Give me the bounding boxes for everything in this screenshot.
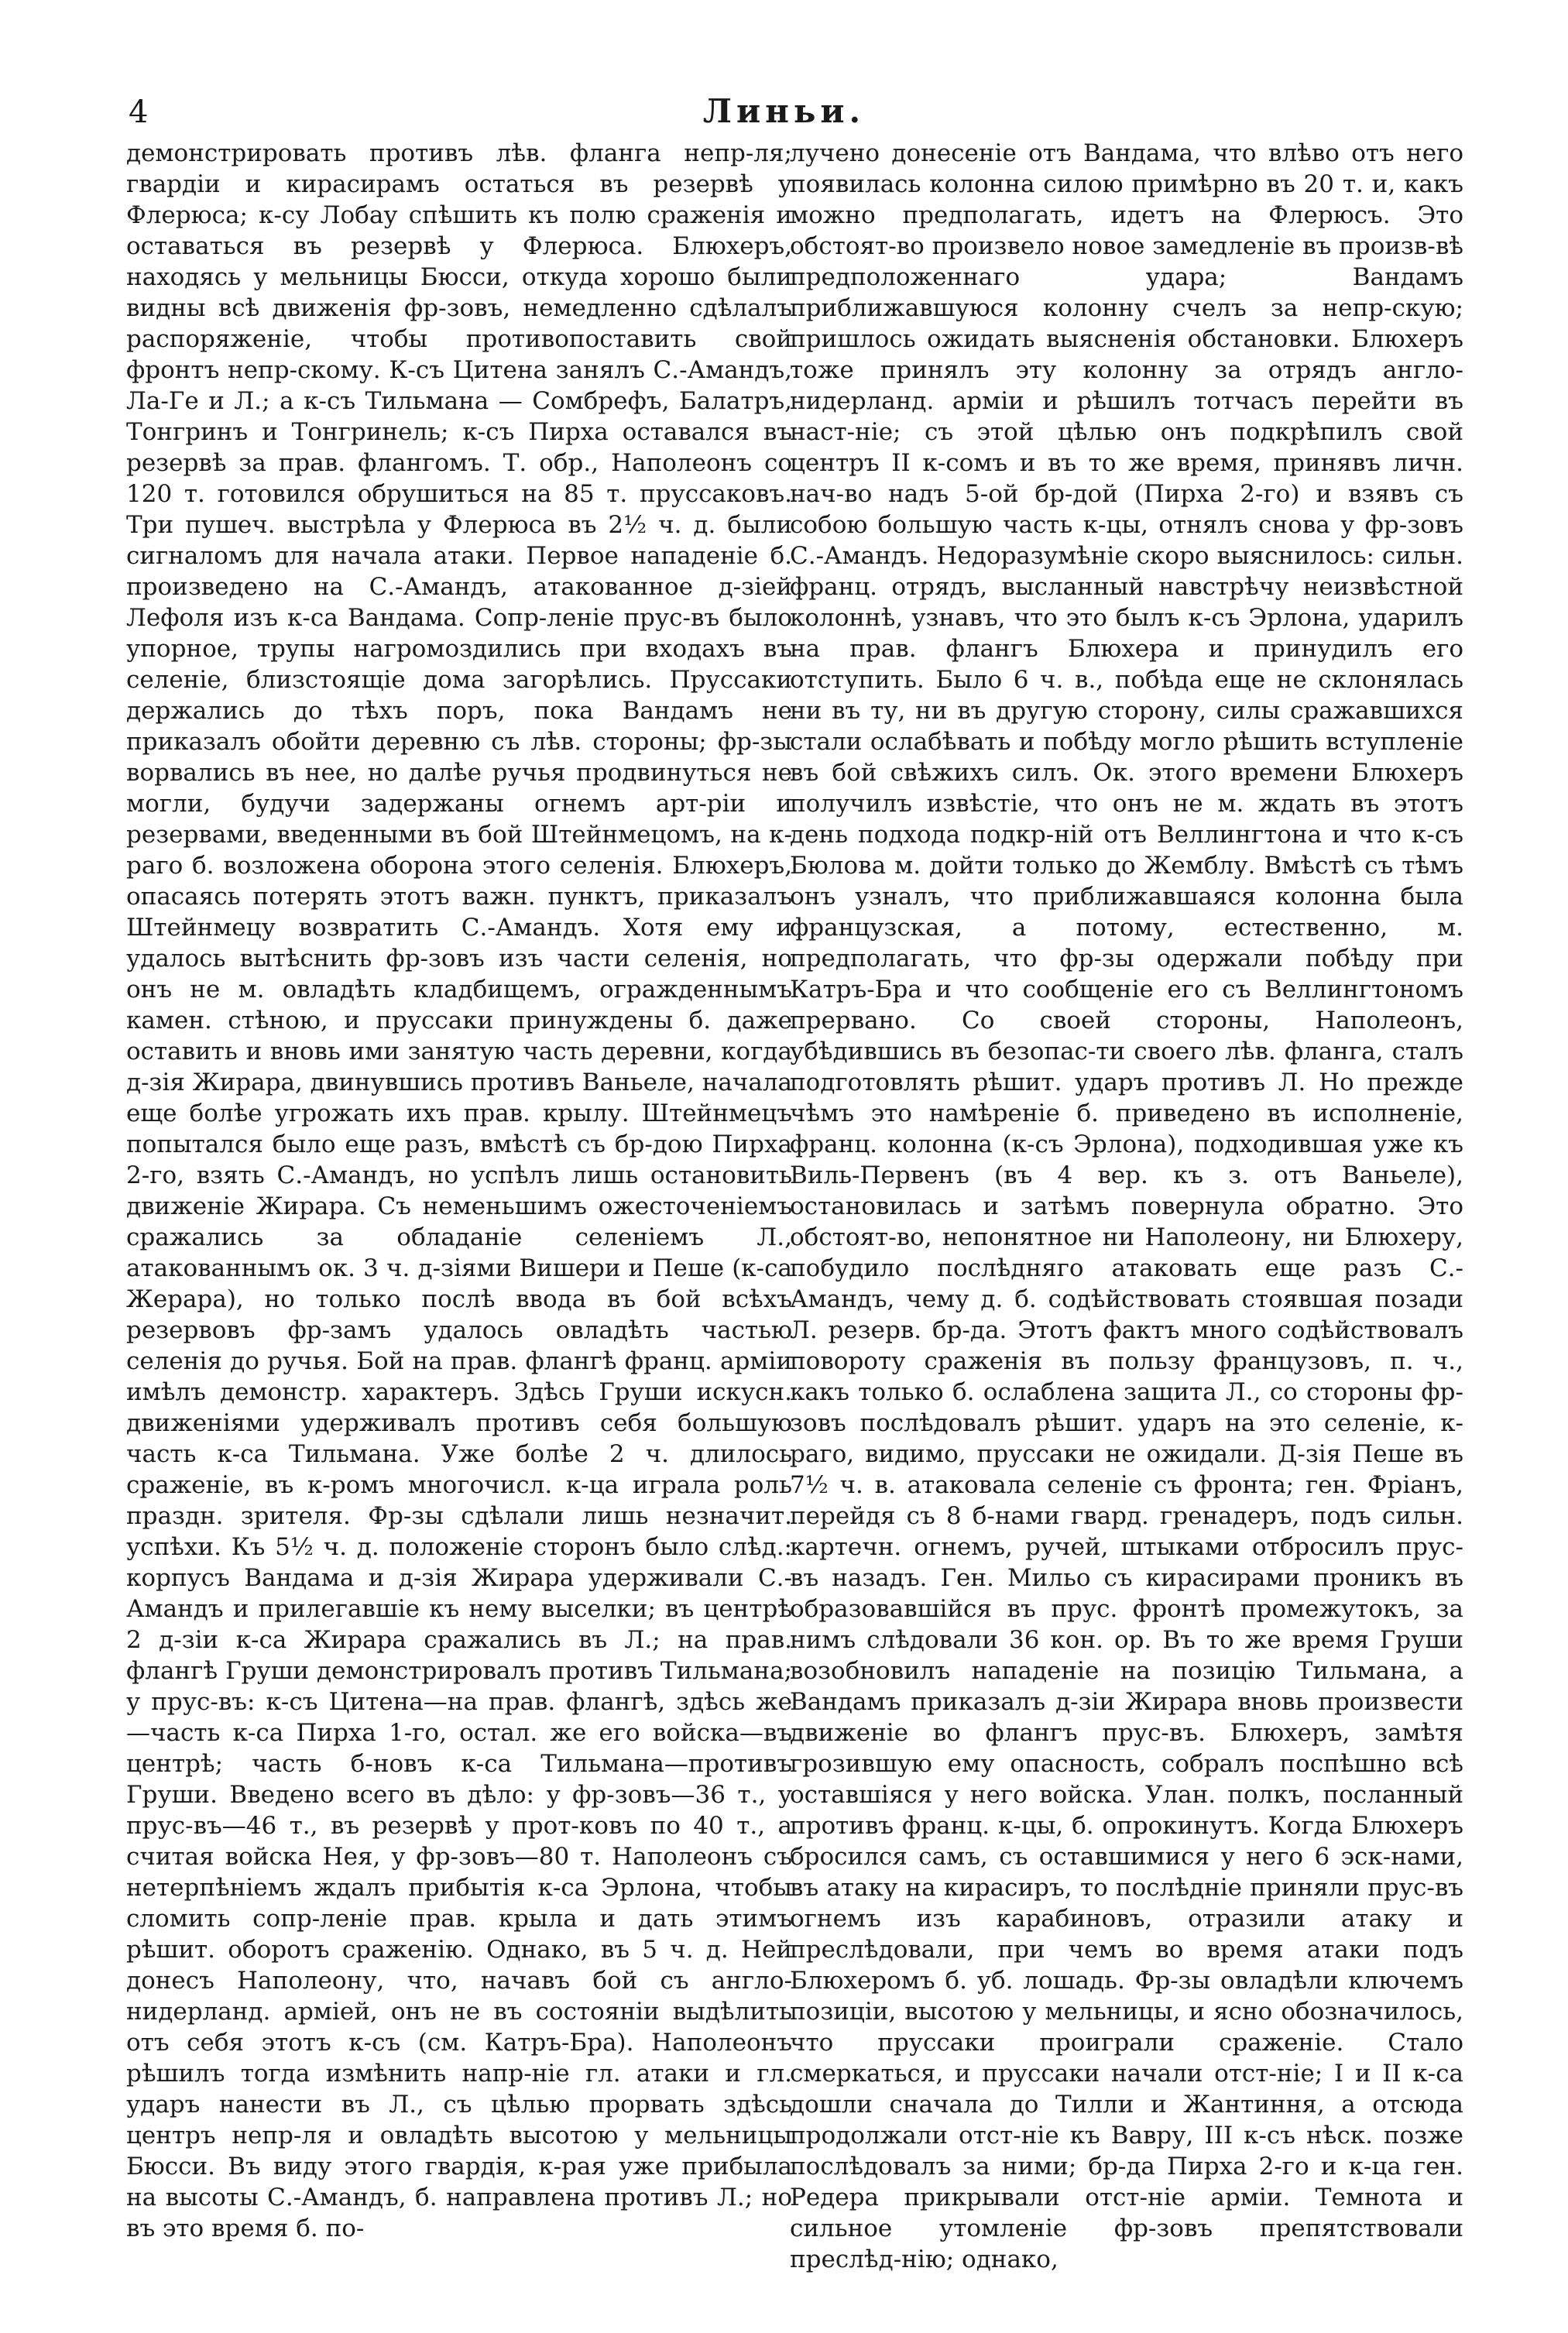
- page-number: 4: [129, 94, 149, 130]
- column-text: демонстрировать противъ лѣв. фланга непр-ля; гвардіи и кирасирамъ остаться въ резервѣ у Флерюса; к-су Лобау спѣшить къ полю сраженія и оставаться въ резервѣ у Флерюса. Блюхеръ, находясь у мельницы Бюсси, откуда хорошо были видны всѣ движенія фр-зовъ, немедленно сдѣлалъ распоряженіе, чтобы противопоставить свой фронтъ непр-скому. К-съ Цитена занялъ С.-Амандъ, Ла-Ге и Л.; а к-съ Тильмана — Сомбрефъ, Балатръ, Тонгринъ и Тонгринель; к-съ Пирха оставался въ резервѣ за прав. флангомъ. Т. обр., Наполеонъ со 120 т. готовился обрушиться на 85 т. пруссаковъ. Три пушеч. выстрѣла у Флерюса въ 2½ ч. д. были сигналомъ для начала атаки. Первое нападеніе б. произведено на С.-Амандъ, атакованное д-зіей Лефоля изъ к-са Вандама. Сопр-леніе прус-въ было упорное, трупы нагромоздились при входахъ въ селеніе, близстоящіе дома загорѣлись. Пруссаки держались до тѣхъ поръ, пока Вандамъ не приказалъ обойти деревню съ лѣв. стороны; фр-зы ворвались въ нее, но далѣе ручья продвинуться не могли, будучи задержаны огнемъ арт-ріи и резервами, введенными въ бой Штейнмецомъ, на к-раго б. возложена оборона этого селенія. Блюхеръ, опасаясь потерять этотъ важн. пунктъ, приказалъ Штейнмецу возвратить С.-Амандъ. Хотя ему и удалось вытѣснить фр-зовъ изъ части селенія, но онъ не м. овладѣть кладбищемъ, огражденнымъ камен. стѣною, и пруссаки принуждены б. даже оставить и вновь ими занятую часть деревни, когда д-зія Жирара, двинувшись противъ Ваньеле, начала еще болѣе угрожать ихъ прав. крылу. Штейнмецъ попытался было еще разъ, вмѣстѣ съ бр-дою Пирха 2-го, взять С.-Амандъ, но успѣлъ лишь остановить движеніе Жирара. Съ неменьшимъ ожесточеніемъ сражались за обладаніе селеніемъ Л., атакованнымъ ок. 3 ч. д-зіями Вишери и Пеше (к-са Жерара), но только послѣ ввода въ бой всѣхъ резервовъ фр-замъ удалось овладѣть частью селенія до ручья. Бой на прав. флангѣ франц. арміи имѣлъ демонстр. характеръ. Здѣсь Груши искусн. движеніями удерживалъ противъ себя большую часть к-са Тильмана. Уже болѣе 2 ч. длилось сраженіе, въ к-ромъ многочисл. к-ца играла роль праздн. зрителя. Фр-зы сдѣлали лишь незначит. успѣхи. Къ 5½ ч. д. положеніе сторонъ было слѣд.: корпусъ Вандама и д-зія Жирара удерживали С.-Амандъ и прилегавшіе къ нему выселки; въ центрѣ 2 д-зіи к-са Жирара сражались въ Л.; на прав. флангѣ Груши демонстрировалъ противъ Тильмана; у прус-въ: к-съ Цитена—на прав. флангѣ, здѣсь же—часть к-са Пирха 1-го, остал. же его войска—въ центрѣ; часть б-новъ к-са Тильмана—противъ Груши. Введено всего въ дѣло: у фр-зовъ—36 т., у прус-въ—46 т., въ резервѣ у прот-ковъ по 40 т., а считая войска Нея, у фр-зовъ—80 т. Наполеонъ съ нетерпѣніемъ ждалъ прибытія к-са Эрлона, чтобы сломить сопр-леніе прав. крыла и дать этимъ рѣшит. оборотъ сраженію. Однако, въ 5 ч. д. Ней донесъ Наполеону, что, начавъ бой съ англо-нидерланд. арміей, онъ не въ состояніи выдѣлить отъ себя этотъ к-съ (см. Катръ-Бра). Наполеонъ рѣшилъ тогда измѣнить напр-ніе гл. атаки и гл. ударъ нанести въ Л., съ цѣлью прорвать здѣсь центръ непр-ля и овладѣть высотою у мельницы Бюсси. Въ виду этого гвардія, к-рая уже прибыла на высоты С.-Амандъ, б. направлена противъ Л.; но въ это время б. по-: [126, 139, 792, 2242]
- column-text: лучено донесеніе отъ Вандама, что влѣво отъ него появилась колонна силою примѣрно въ 20 т. и, какъ можно предполагать, идетъ на Флерюсъ. Это обстоят-во произвело новое замедленіе въ произв-вѣ предположеннаго удара; Вандамъ приближавшуюся колонну счелъ за непр-скую; пришлось ожидать выясненія обстановки. Блюхеръ тоже принялъ эту колонну за отрядъ англо-нидерланд. арміи и рѣшилъ тотчасъ перейти въ наст-ніе; съ этой цѣлью онъ подкрѣпилъ свой центръ II к-сомъ и въ то же время, принявъ личн. нач-во надъ 5-ой бр-дой (Пирха 2-го) и взявъ съ собою большую часть к-цы, отнялъ снова у фр-зовъ С.-Амандъ. Недоразумѣніе скоро выяснилось: сильн. франц. отрядъ, высланный навстрѣчу неизвѣстной колоннѣ, узнавъ, что это былъ к-съ Эрлона, ударилъ на прав. флангъ Блюхера и принудилъ его отступить. Было 6 ч. в., побѣда еще не склонялась ни въ ту, ни въ другую сторону, силы сражавшихся стали ослабѣвать и побѣду могло рѣшить вступленіе въ бой свѣжихъ силъ. Ок. этого времени Блюхеръ получилъ извѣстіе, что онъ не м. ждать въ этотъ день подхода подкр-ній отъ Веллингтона и что к-съ Бюлова м. дойти только до Жемблу. Вмѣстѣ съ тѣмъ онъ узналъ, что приближавшаяся колонна была французская, а потому, естественно, м. предполагать, что фр-зы одержали побѣду при Катръ-Бра и что сообщеніе его съ Веллингтономъ прервано. Со своей стороны, Наполеонъ, убѣдившись въ безопас-ти своего лѣв. фланга, сталъ подготовлять рѣшит. ударъ противъ Л. Но прежде чѣмъ это намѣреніе б. приведено въ исполненіе, франц. колонна (к-съ Эрлона), подходившая уже къ Виль-Первенъ (въ 4 вер. къ з. отъ Ваньеле), остановилась и затѣмъ повернула обратно. Это обстоят-во, непонятное ни Наполеону, ни Блюхеру, побудило послѣдняго атаковать еще разъ С.-Амандъ, чему д. б. содѣйствовать стоявшая позади Л. резерв. бр-да. Этотъ фактъ много содѣйствовалъ повороту сраженія въ пользу французовъ, п. ч., какъ только б. ослаблена защита Л., со стороны фр-зовъ послѣдовалъ рѣшит. ударъ на это селеніе, к-раго, видимо, пруссаки не ожидали. Д-зія Пеше въ 7½ ч. в. атаковала селеніе съ фронта; ген. Фріанъ, перейдя съ 8 б-нами гвард. гренадеръ, подъ сильн. картечн. огнемъ, ручей, штыками отбросилъ прус-въ назадъ. Ген. Мильо съ кирасирами проникъ въ образовавшійся въ прус. фронтѣ промежутокъ, за нимъ слѣдовали 36 кон. ор. Въ то же время Груши возобновилъ нападеніе на позицію Тильмана, а Вандамъ приказалъ д-зіи Жирара вновь произвести движеніе во флангъ прус-въ. Блюхеръ, замѣтя грозившую ему опасность, собралъ поспѣшно всѣ оставшіяся у него войска. Улан. полкъ, посланный противъ франц. к-цы, б. опрокинутъ. Когда Блюхеръ бросился самъ, съ оставшимися у него 6 эск-нами, въ атаку на кирасиръ, то послѣдніе приняли прус-въ огнемъ изъ карабиновъ, отразили атаку и преслѣдовали, при чемъ во время атаки подъ Блюхеромъ б. уб. лошадь. Фр-зы овладѣли ключемъ позиціи, высотою у мельницы, и ясно обозначилось, что пруссаки проиграли сраженіе. Стало смеркаться, и пруссаки начали отст-ніе; I и II к-са дошли сначала до Тилли и Жантиння, а отсюда продолжали отст-ніе къ Вавру, III к-съ нѣск. позже послѣдовалъ за ними; бр-да Пирха 2-го и к-ца ген. Редера прикрывали отст-ніе арміи. Темнота и сильное утомленіе фр-зовъ препятствовали преслѣд-нію; однако,: [790, 139, 1463, 2273]
- text-column-right: [790, 138, 1463, 2275]
- text-column-left: [126, 138, 792, 2244]
- running-title: Линьи.: [702, 92, 866, 130]
